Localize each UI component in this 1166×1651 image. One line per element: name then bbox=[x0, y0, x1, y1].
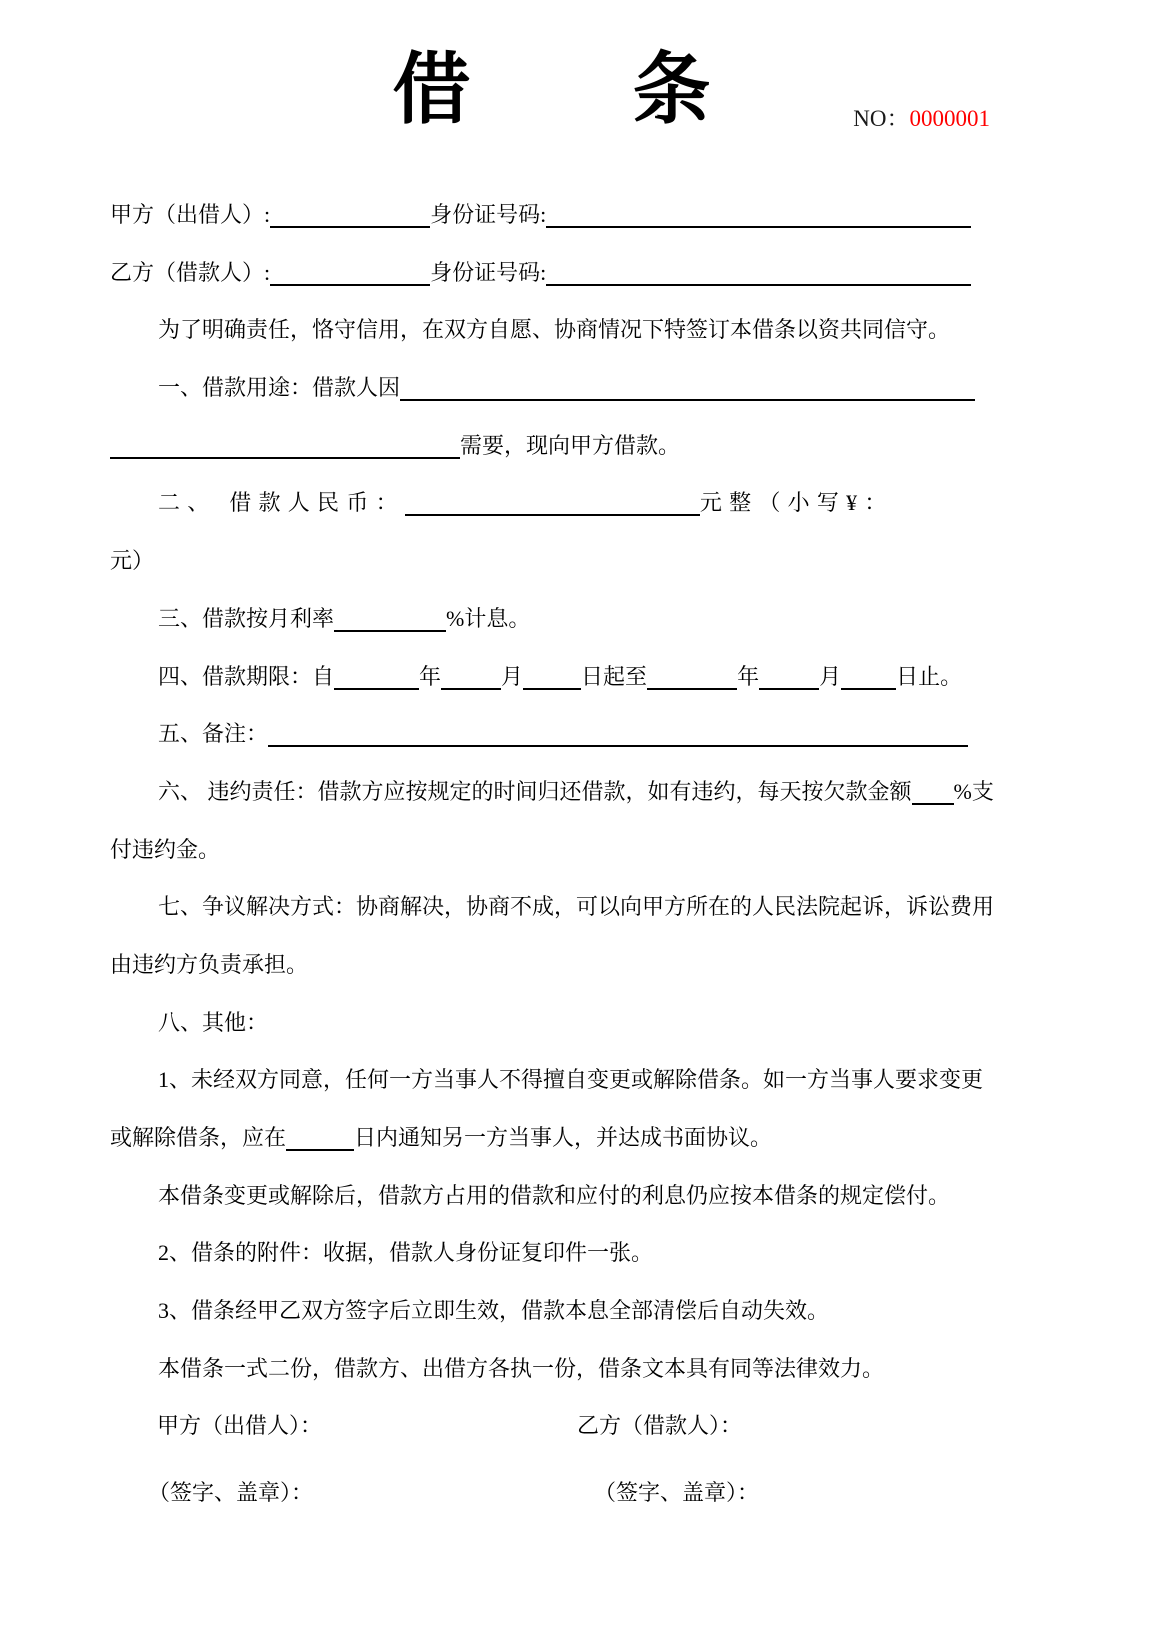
party-a-seal-label: （签字、盖章）： bbox=[148, 1480, 314, 1506]
clause-8-item2-line bbox=[110, 1224, 995, 1282]
text-segment: 年 bbox=[737, 663, 760, 689]
text-segment: 二、 借款人民币： bbox=[158, 490, 405, 516]
text-segment: 日止。 bbox=[896, 663, 963, 689]
text-segment: 元） bbox=[110, 548, 155, 574]
text-segment: 一、借款用途：借款人因 bbox=[158, 375, 401, 401]
document-number-value: 0000001 bbox=[909, 106, 990, 131]
text-segment: 七、争议解决方式：协商解决，协商不成，可以向甲方所在的人民法院起诉，诉讼费用 bbox=[158, 894, 995, 920]
clause-7-dispute-wrap-line bbox=[110, 936, 995, 994]
copies-line bbox=[110, 1340, 995, 1398]
blank-field bbox=[546, 223, 971, 228]
blank-field bbox=[759, 685, 819, 690]
clause-4-term-line bbox=[110, 648, 995, 706]
text-segment: 本借条变更或解除后，借款方占用的借款和应付的利息仍应按本借条的规定偿付。 bbox=[158, 1182, 951, 1208]
clause-1-purpose-line bbox=[110, 359, 995, 417]
blank-field bbox=[334, 627, 446, 632]
text-segment: 八、其他： bbox=[158, 1009, 269, 1035]
blank-field bbox=[286, 1146, 354, 1151]
text-segment: 身份证号码: bbox=[430, 202, 547, 227]
signature-seal-row bbox=[110, 1464, 995, 1522]
text-segment: 付违约金。 bbox=[110, 836, 221, 862]
document-body bbox=[110, 186, 995, 1397]
text-segment: 由违约方负责承担。 bbox=[110, 951, 309, 977]
text-segment: 2、借条的附件：收据，借款人身份证复印件一张。 bbox=[158, 1240, 654, 1266]
clause-8-item1-line bbox=[110, 1051, 995, 1109]
text-segment: 甲方（出借人）: bbox=[110, 202, 271, 227]
text-segment: 乙方（借款人）: bbox=[110, 259, 271, 285]
preamble-line bbox=[110, 301, 995, 359]
clause-2-amount-line bbox=[110, 474, 995, 532]
text-segment: 为了明确责任，恪守信用，在双方自愿、协商情况下特签订本借条以资共同信守。 bbox=[158, 317, 951, 343]
text-segment: 月 bbox=[501, 663, 524, 689]
clause-8-item1-wrap-line bbox=[110, 1109, 995, 1167]
text-segment: 年 bbox=[419, 663, 442, 689]
blank-field bbox=[405, 511, 700, 516]
text-segment: %支 bbox=[953, 778, 994, 804]
text-segment: 元整（小写¥： bbox=[699, 490, 894, 516]
clause-6-breach-wrap-line bbox=[110, 821, 995, 879]
blank-field bbox=[546, 281, 971, 286]
blank-field bbox=[110, 454, 460, 459]
party-a-signature-label: 甲方（出借人）： bbox=[157, 1413, 323, 1439]
text-segment: 1、未经双方同意，任何一方当事人不得擅自变更或解除借条。如一方当事人要求变更 bbox=[158, 1067, 984, 1093]
blank-field bbox=[523, 685, 581, 690]
text-segment: 日起至 bbox=[581, 663, 648, 689]
party-a-line bbox=[110, 186, 995, 244]
clause-2-amount-wrap-line bbox=[110, 532, 995, 590]
clause-8-other-line bbox=[110, 994, 995, 1052]
text-segment: 月 bbox=[819, 663, 842, 689]
blank-field bbox=[400, 396, 975, 401]
clause-6-breach-line bbox=[110, 763, 995, 821]
clause-7-dispute-line bbox=[110, 878, 995, 936]
signature-name-row bbox=[110, 1397, 995, 1455]
text-segment: 日内通知另一方当事人，并达成书面协议。 bbox=[354, 1125, 773, 1150]
document-title: 借 条 bbox=[392, 45, 713, 133]
party-b-line bbox=[110, 244, 995, 302]
clause-5-remarks-line bbox=[110, 705, 995, 763]
text-segment: 六、 违约责任：借款方应按规定的时间归还借款，如有违约，每天按欠款金额 bbox=[158, 778, 912, 804]
blank-field bbox=[912, 800, 954, 805]
text-segment: 本借条一式二份，借款方、出借方各执一份，借条文本具有同等法律效力。 bbox=[158, 1355, 885, 1381]
clause-8-item1-note-line bbox=[110, 1167, 995, 1225]
blank-field bbox=[334, 685, 419, 690]
text-segment: 或解除借条，应在 bbox=[110, 1125, 287, 1150]
clause-3-interest-line bbox=[110, 590, 995, 648]
blank-field bbox=[268, 742, 968, 747]
text-segment: 需要，现向甲方借款。 bbox=[460, 432, 681, 458]
text-segment: 身份证号码: bbox=[430, 259, 547, 285]
signature-block bbox=[110, 1397, 995, 1521]
document-number-label: NO： bbox=[853, 106, 910, 131]
blank-field bbox=[270, 223, 430, 228]
text-segment: 四、借款期限：自 bbox=[158, 663, 335, 689]
clause-8-item3-line bbox=[110, 1282, 995, 1340]
blank-field bbox=[647, 685, 737, 690]
text-segment: 3、借条经甲乙双方签字后立即生效，借款本息全部清偿后自动失效。 bbox=[158, 1298, 830, 1324]
party-b-signature-label: 乙方（借款人）： bbox=[577, 1413, 743, 1439]
clause-1-purpose-wrap-line bbox=[110, 417, 995, 475]
blank-field bbox=[841, 685, 896, 690]
text-segment: %计息。 bbox=[446, 605, 531, 631]
blank-field bbox=[270, 281, 430, 286]
party-b-seal-label: （签字、盖章）： bbox=[594, 1480, 760, 1506]
document-number bbox=[853, 100, 990, 133]
text-segment: 五、备注： bbox=[158, 721, 269, 747]
blank-field bbox=[441, 685, 501, 690]
text-segment: 三、借款按月利率 bbox=[158, 605, 335, 631]
